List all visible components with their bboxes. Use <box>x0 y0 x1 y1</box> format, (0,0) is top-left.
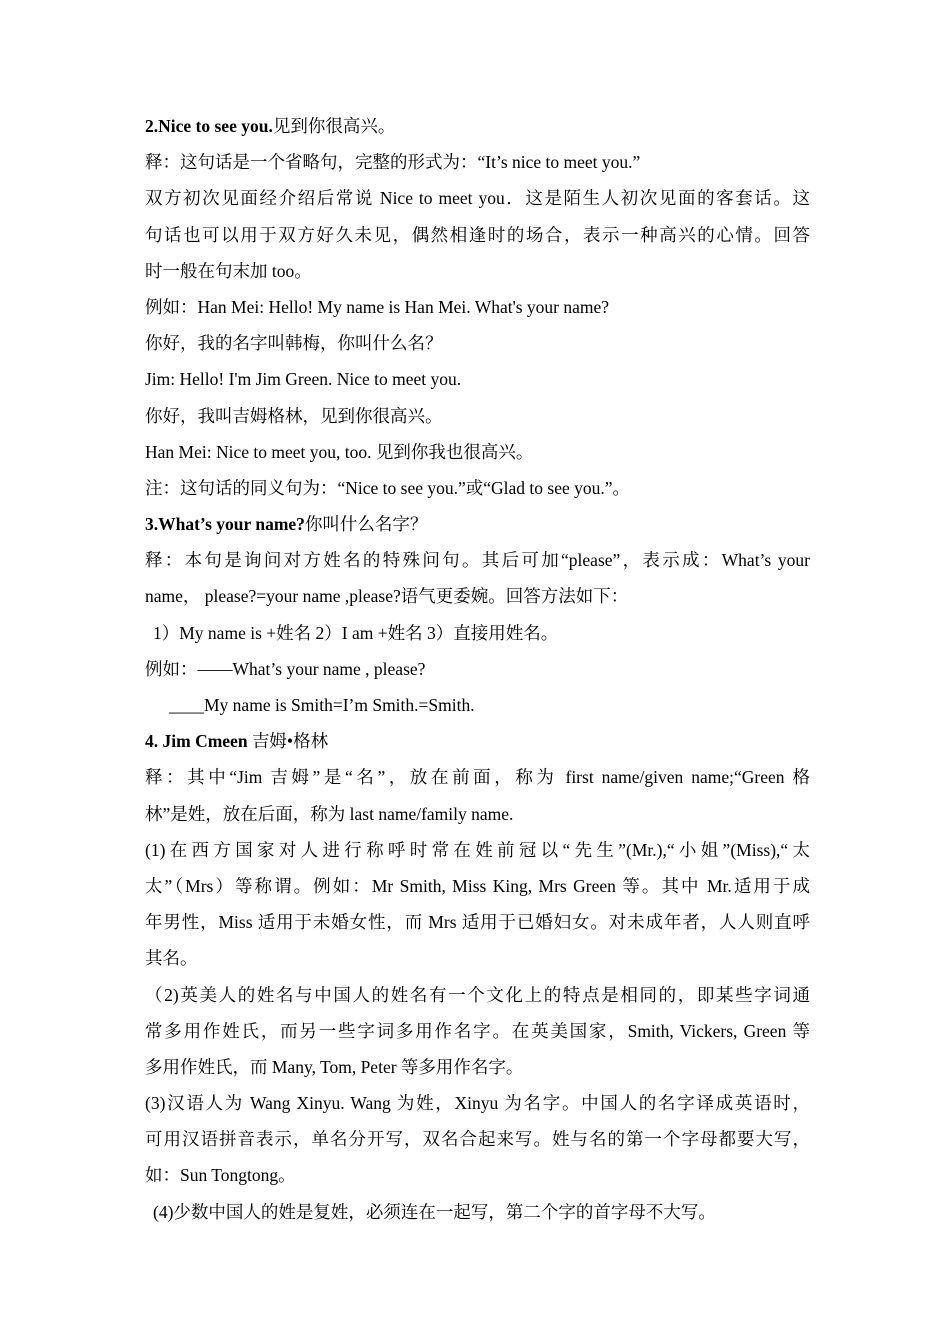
text-line: 句话也可以用于双方好久未见，偶然相逢时的场合，表示一种高兴的心情。回答 <box>145 224 810 245</box>
example-line: 例如：——What’s your name , please? <box>145 658 426 679</box>
heading-english: 2.Nice to see you. <box>145 116 273 136</box>
text-line: 可用汉语拼音表示，单名分开写，双名合起来写。姓与名的第一个字母都要大写， <box>145 1129 810 1150</box>
section-heading-whats-your-name <box>145 506 810 542</box>
section-heading-nice-to-see-you <box>145 108 810 144</box>
text-line: 时一般在句末加 too。 <box>145 260 312 281</box>
example-line: 例如：Han Mei: Hello! My name is Han Mei. What's your name? <box>145 296 610 317</box>
text-line: 释：其中“Jim 吉姆”是“名”，放在前面，称为 first name/given name;“Green 格 <box>145 767 810 788</box>
heading-chinese: 见到你很高兴。 <box>272 116 396 136</box>
text-line: 常多用作姓氏，而另一些字词多用作名字。在英美国家，Smith, Vickers, Green 等 <box>145 1020 810 1041</box>
document-body <box>145 108 810 1230</box>
text-line: 如：Sun Tongtong。 <box>145 1165 296 1186</box>
answer-options-line: 1）My name is +姓名 2）I am +姓名 3）直接用姓名。 <box>153 622 559 643</box>
text-line: 太”（Mrs）等称谓。例如：Mr Smith, Miss King, Mrs Green 等。其中 Mr.适用于成 <box>145 875 810 896</box>
text-line: (3)汉语人为 Wang Xinyu. Wang 为姓，Xinyu 为名字。中国人的名字译成英语时， <box>145 1093 810 1114</box>
text-line: 释：这句话是一个省略句，完整的形式为：“It’s nice to meet you.” <box>145 152 641 173</box>
text-line: 释：本句是询问对方姓名的特殊问句。其后可加“please”，表示成：What’s your <box>145 550 810 571</box>
example-line: Han Mei: Nice to meet you, too. 见到你我也很高兴。 <box>145 441 534 462</box>
heading-chinese: 吉姆•格林 <box>247 731 329 752</box>
heading-english: 3.What’s your name? <box>145 514 305 535</box>
text-line: 年男性，Miss 适用于未婚女性，而 Mrs 适用于已婚妇女。对未成年者，人人则直呼 <box>145 912 810 933</box>
example-line: Jim: Hello! I'm Jim Green. Nice to meet you. <box>145 369 462 390</box>
text-line: 多用作姓氏，而 Many, Tom, Peter 等多用作名字。 <box>145 1056 524 1077</box>
text-line: (4)少数中国人的姓是复姓，必须连在一起写，第二个字的首字母不大写。 <box>153 1201 716 1222</box>
text-line: （2)英美人的姓名与中国人的姓名有一个文化上的特点是相同的，即某些字词通 <box>145 984 810 1005</box>
heading-chinese: 你叫什么名字？ <box>304 514 428 535</box>
example-translation: 你好，我叫吉姆格林，见到你很高兴。 <box>145 405 443 426</box>
section-heading-jim-green <box>145 723 810 759</box>
example-answer-line: ____My name is Smith=I’m Smith.=Smith. <box>169 695 475 715</box>
text-line: (1)在西方国家对人进行称呼时常在姓前冠以“先生”(Mr.),“小姐”(Miss),“太 <box>145 839 810 860</box>
text-line: name， please?=your name ,please?语气更委婉。回答方法如下： <box>145 586 629 607</box>
example-translation: 你好，我的名字叫韩梅，你叫什么名？ <box>145 333 443 354</box>
text-line: 林”是姓，放在后面，称为 last name/family name. <box>145 803 514 824</box>
heading-english: 4. Jim Cmeen <box>145 731 248 752</box>
text-line: 双方初次见面经介绍后常说 Nice to meet you．这是陌生人初次见面的客套话。这 <box>145 188 810 209</box>
note-line: 注：这句话的同义句为：“Nice to see you.”或“Glad to see you.”。 <box>145 477 631 498</box>
text-line: 其名。 <box>145 948 198 969</box>
